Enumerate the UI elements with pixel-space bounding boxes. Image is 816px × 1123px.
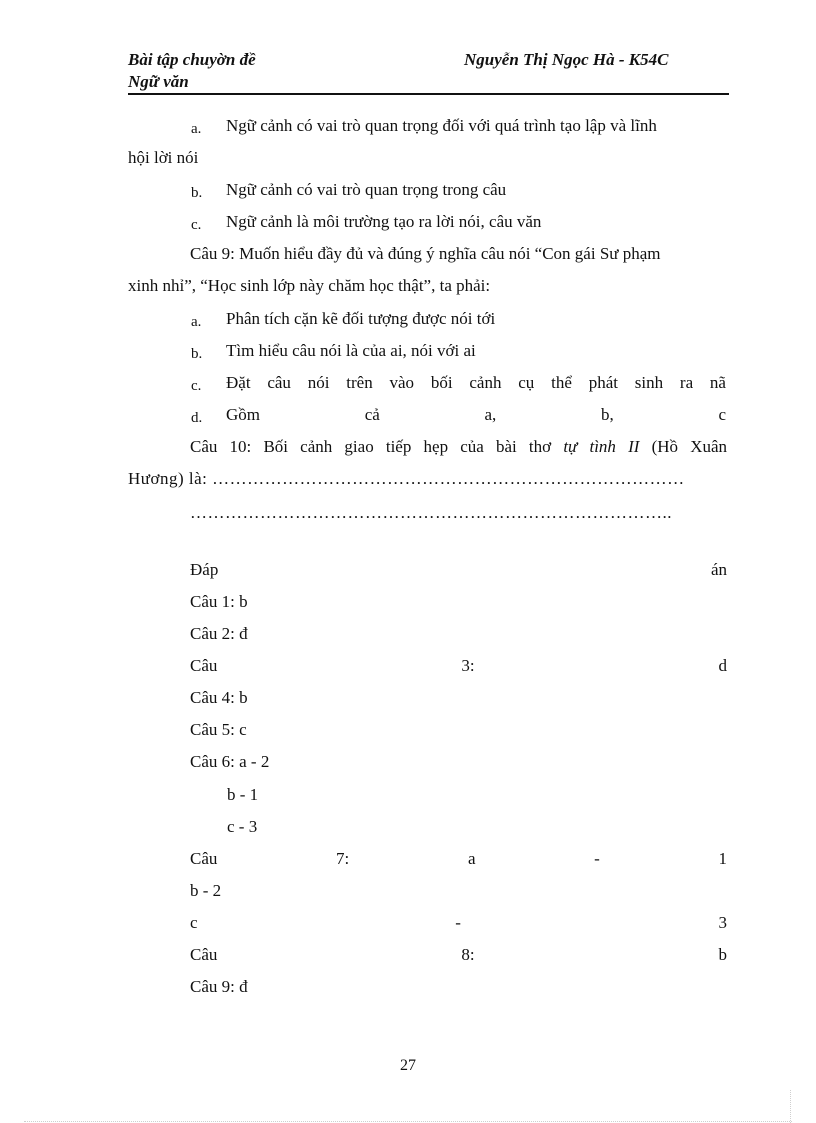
word: cảnh — [469, 373, 502, 392]
word: b — [718, 945, 727, 964]
option-text-continued: hội lời nói — [128, 148, 199, 167]
question-10-text: (Hồ Xuân — [639, 437, 728, 456]
option-text: Ngữ cảnh có vai trò quan trọng trong câu — [226, 180, 507, 199]
header-right: Nguyễn Thị Ngọc Hà - K54C — [464, 50, 669, 69]
word: Câu — [190, 656, 218, 675]
option-mark: b. — [191, 346, 203, 362]
option-text: Ngữ cảnh có vai trò quan trọng đối với quá trình tạo lập và lĩnh — [226, 116, 657, 135]
word: bối — [430, 373, 453, 392]
page-edge-divider — [790, 1090, 791, 1123]
answer-blank-line: ……………………………………………………………………….. — [190, 503, 672, 522]
answer-line-justified — [190, 945, 727, 965]
answer-line-justified — [190, 849, 727, 869]
answer-line: Câu 9: đ — [190, 977, 248, 996]
poem-title: tự tình II — [563, 437, 640, 456]
answer-line-justified — [190, 656, 727, 676]
word: sinh — [634, 373, 664, 392]
word: thể — [551, 373, 572, 392]
word: cả — [364, 405, 380, 424]
answer-line: Câu 5: c — [190, 720, 247, 739]
option-text: Ngữ cảnh là môi trường tạo ra lời nói, câu văn — [226, 212, 542, 231]
answer-line: Câu 1: b — [190, 592, 248, 611]
answer-line: b - 2 — [190, 881, 222, 900]
answer-sub-line: c - 3 — [227, 817, 258, 836]
word: Câu — [190, 945, 218, 964]
word: 8: — [461, 945, 475, 964]
option-mark: b. — [191, 185, 203, 201]
answers-heading — [190, 560, 727, 580]
question-10-line2: Hương) là: ……………………………………………………………………… — [128, 469, 685, 488]
word: vào — [389, 373, 415, 392]
answer-sub-line: b - 1 — [227, 785, 259, 804]
option-text-justified — [226, 405, 726, 425]
option-mark: a. — [191, 314, 202, 330]
word: trên — [346, 373, 373, 392]
word: Đáp — [190, 560, 219, 579]
word: b, — [601, 405, 614, 424]
page-edge-divider — [24, 1121, 792, 1122]
word: cụ — [518, 373, 535, 392]
word: - — [455, 913, 461, 932]
question-9-line2: xinh nhỉ”, “Học sinh lớp này chăm học thật”, ta phải: — [128, 276, 491, 295]
word: nói — [307, 373, 330, 392]
page-number: 27 — [400, 1057, 416, 1074]
option-mark: d. — [191, 410, 203, 426]
question-9-line1: Câu 9: Muốn hiểu đầy đủ và đúng ý nghĩa câu nói “Con gái Sư phạm — [190, 244, 661, 263]
answer-line: Câu 4: b — [190, 688, 248, 707]
option-mark: c. — [191, 217, 202, 233]
word: ra — [679, 373, 694, 392]
word: 1 — [718, 849, 727, 868]
header-left-line1: Bài tập chuyờn đề — [128, 50, 256, 69]
answer-line: Câu 2: đ — [190, 624, 248, 643]
question-10-line1 — [190, 437, 727, 457]
option-mark: c. — [191, 378, 202, 394]
option-text: Phân tích cặn kẽ đối tượng được nói tới — [226, 309, 496, 328]
word: Gồm — [226, 405, 260, 424]
word: 7: — [336, 849, 350, 868]
word: a — [467, 849, 476, 868]
option-text: Tìm hiểu câu nói là của ai, nói với ai — [226, 341, 476, 360]
word: 3: — [461, 656, 475, 675]
word: Câu — [190, 849, 218, 868]
answer-line: Câu 6: a - 2 — [190, 752, 270, 771]
header-rule — [128, 93, 729, 95]
word: án — [710, 560, 727, 579]
word: - — [594, 849, 600, 868]
word: câu — [267, 373, 291, 392]
word: 3 — [718, 913, 727, 932]
word: phát — [588, 373, 618, 392]
word: a, — [484, 405, 497, 424]
answer-line-justified — [190, 913, 727, 933]
option-text-justified — [226, 373, 726, 393]
word: d — [718, 656, 727, 675]
question-10-text: Câu 10: Bối cảnh giao tiếp hẹp của bài thơ — [190, 437, 564, 456]
header-left-line2: Ngữ văn — [128, 72, 189, 91]
word: nã — [709, 373, 726, 392]
word: c — [190, 913, 198, 932]
word: c — [718, 405, 726, 424]
option-mark: a. — [191, 121, 202, 137]
word: Đặt — [226, 373, 251, 392]
